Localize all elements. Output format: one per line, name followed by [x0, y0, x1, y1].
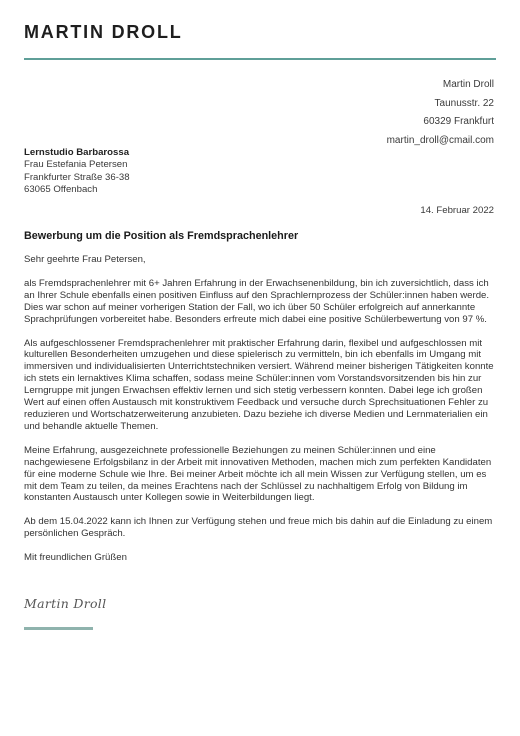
body-paragraph-3: Meine Erfahrung, ausgezeichnete professionelle Beziehungen zu meinen Schüler:innen und eine nachgewiesene Erfolgsbilanz in der Arbeit mit innovativen Methoden, machen mich zum perfekten Kandidaten für eine moderne Schule wie Ihre. Bei meiner Arbeit möchte ich all mein Wissen zur Verfügung stellen, um es mit dem Team zu teilen, da meines Erachtens nach der Schlüssel zu nachhaltigem Erfolg von Bildung im konstanten Austausch unter Kollegen sowie in Weiterbildungen liegt. [24, 444, 492, 504]
recipient-company: Lernstudio Barbarossa [24, 147, 130, 158]
recipient-contact: Frau Estefania Petersen [24, 159, 128, 171]
salutation: Sehr geehrte Frau Petersen, [24, 254, 146, 265]
applicant-name-header: MARTIN DROLL [24, 22, 183, 42]
recipient-address-block [24, 147, 284, 197]
handwritten-signature: Martin Droll [24, 596, 107, 611]
sender-city: 60329 Frankfurt [423, 116, 494, 127]
recipient-street: Frankfurter Straße 36-38 [24, 171, 130, 183]
body-paragraph-4: Ab dem 15.04.2022 kann ich Ihnen zur Verfügung stehen und freue mich bis dahin auf die Einladung zu einem persönlichen Gespräch. [24, 516, 493, 540]
sender-name: Martin Droll [442, 79, 494, 90]
sender-address-block [274, 76, 494, 150]
sender-email[interactable]: martin_droll@cmail.com [386, 134, 494, 146]
body-paragraph-1: als Fremdsprachenlehrer mit 6+ Jahren Erfahrung in der Erwachsenenbildung, bin ich zuversichtlich, dass ich an Ihrer Schule ebenfalls einen positiven Einfluss auf den Sprachlernprozess der Schüler:innen haben werde. Dies war schon auf meiner vorherigen Station der Fall, wo ich über 50 Schüler erfolgreich auf annerkannte Sprachprüfungen vorbereitet habe. Besonders erfreute mich dabei eine positive Schülerbewertung von 97 %. [24, 277, 490, 325]
recipient-city: 63065 Offenbach [24, 184, 98, 196]
closing: Mit freundlichen Grüßen [24, 552, 127, 564]
footer-accent-rule [24, 627, 93, 630]
body-paragraph-2: Als aufgeschlossener Fremdsprachenlehrer mit praktischer Erfahrung darin, flexibel und aufgeschlossen mit kulturellen Besonderheiten umzugehen und diese spielerisch zu vermitteln, bin ich ebenfalls im Umgang mit immersiven und individualisierten Unterrichtstechniken versiert. Während meiner bisherigen Tätigkeiten konnte ich stets ein lernaktives Klima schaffen, sodass meine Schüler:innen vom Vorstandsvorsitzenden bis hin zur Lerngruppe mit jungen Erwachsen effektiv lernen und sich stetig verbessern konnten. Dabei lege ich großen Wert auf einen offen Austausch mit konstruktivem Feedback und versuche durch Sprechsituationen Fehler zu reduzieren und Wortschatzerweiterung anzubieten. Dazu beziehe ich diverse Medien und Lernmaterialien ein und behandle aktuelle Themen. [24, 337, 494, 432]
letter-subject: Bewerbung um die Position als Fremdsprachenlehrer [24, 230, 299, 242]
header-divider [24, 58, 496, 60]
letter-date: 14. Februar 2022 [420, 205, 494, 216]
letter-body [24, 254, 498, 576]
sender-street: Taunusstr. 22 [434, 97, 494, 109]
